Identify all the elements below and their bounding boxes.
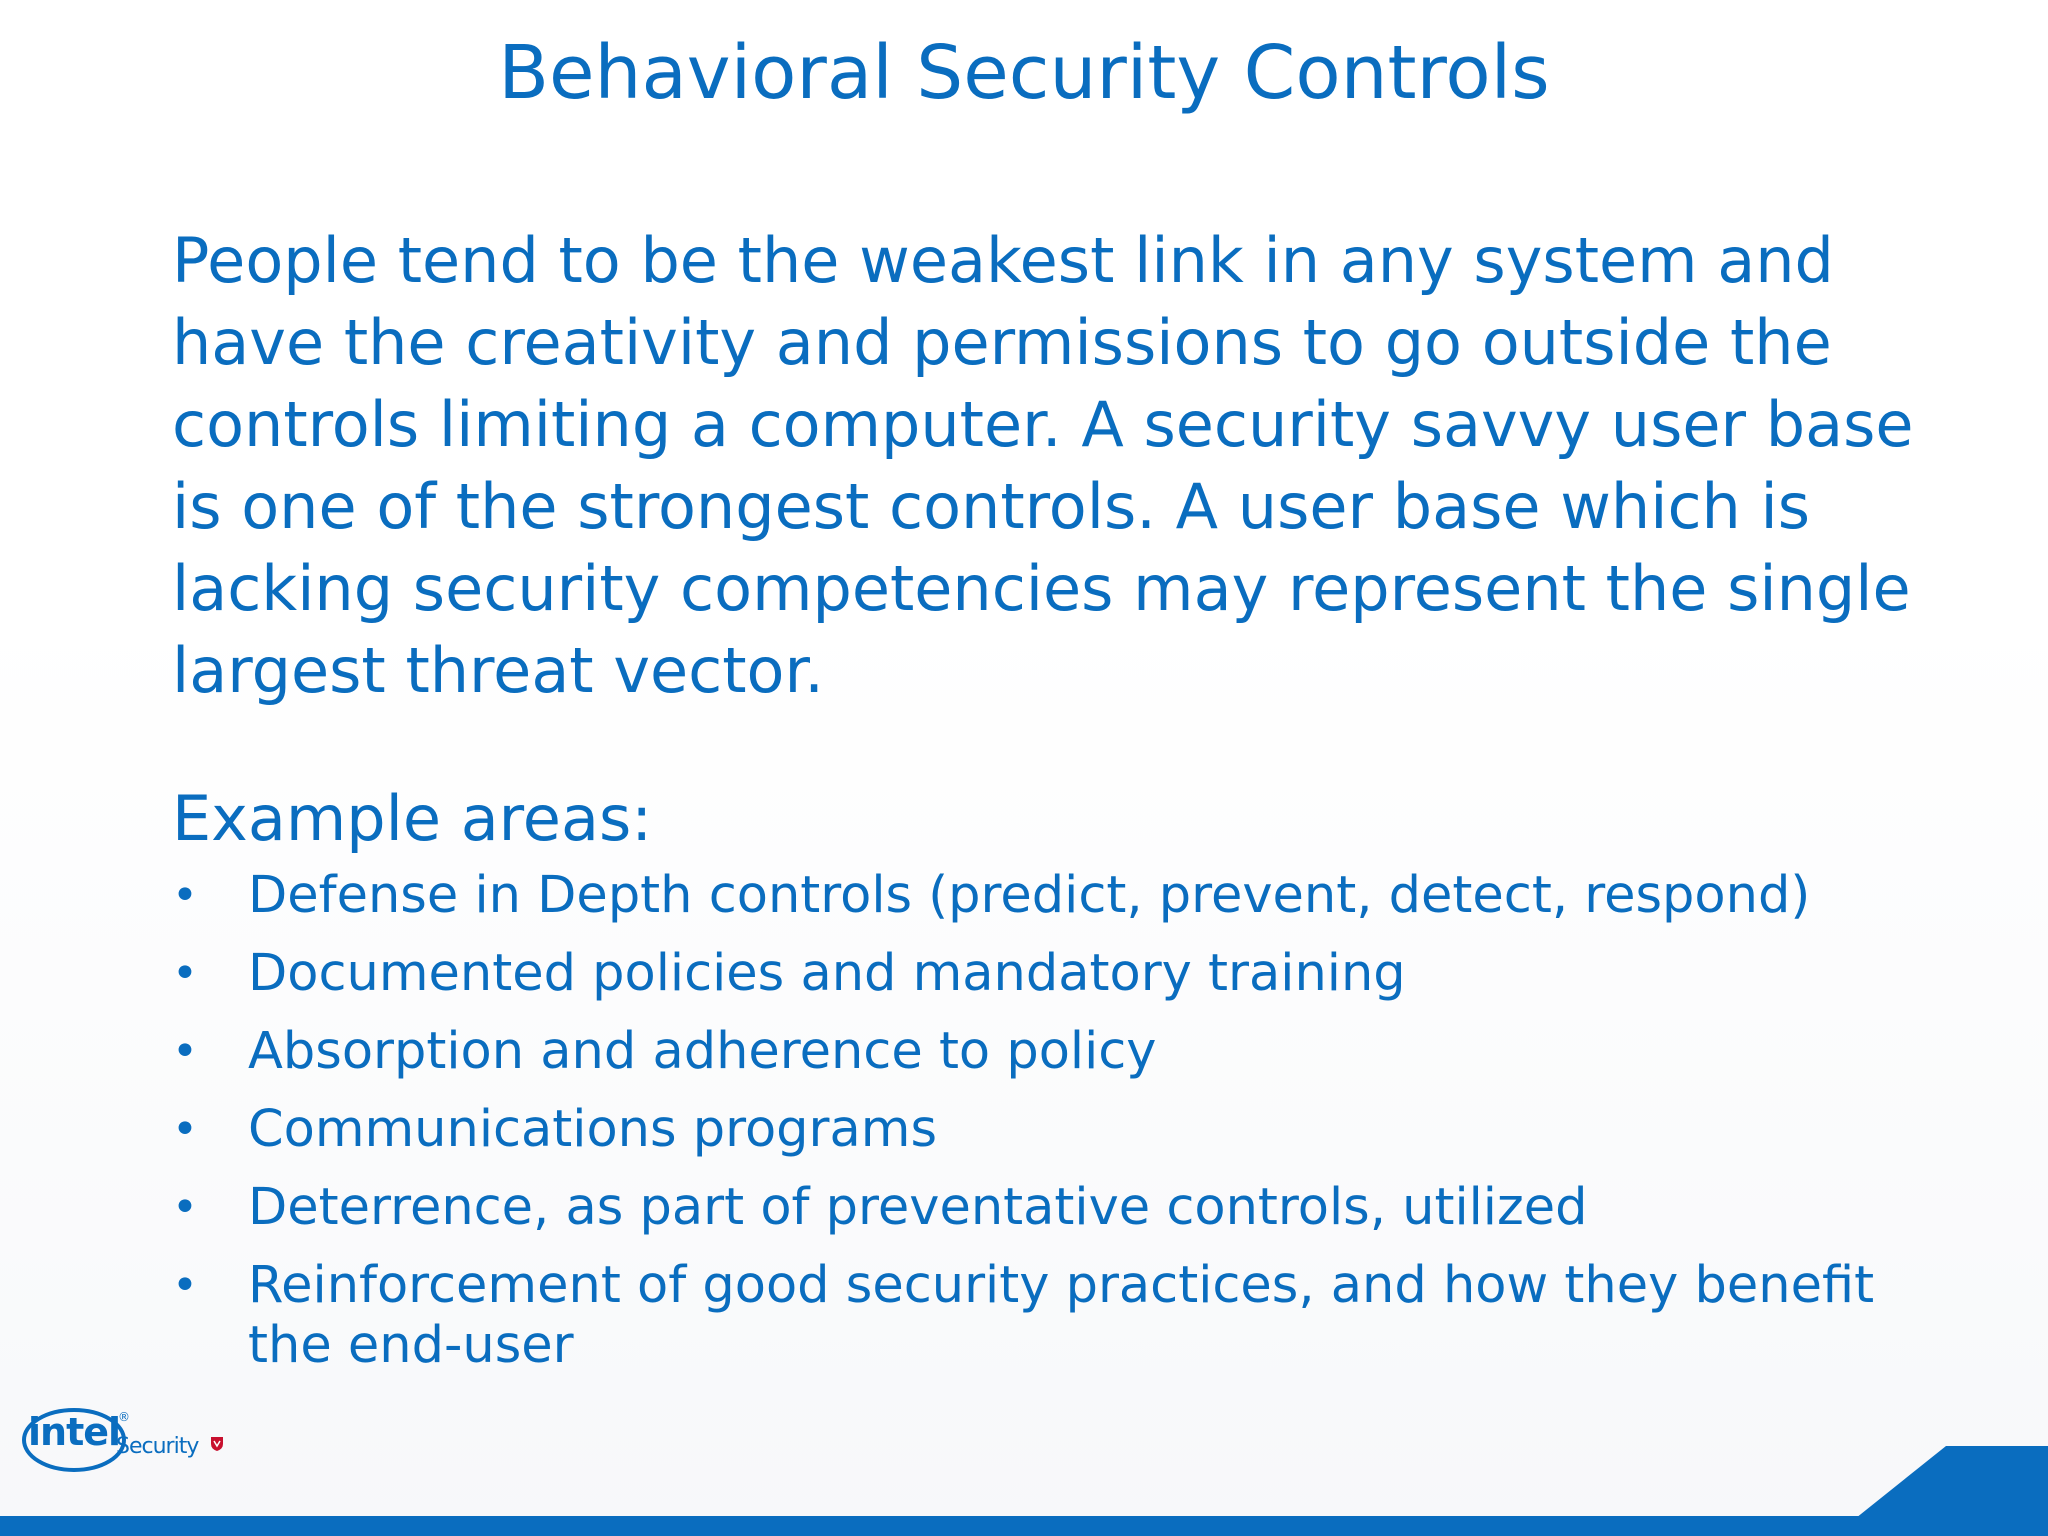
footer-bar bbox=[0, 1516, 2048, 1536]
list-item-text: Defense in Depth controls (predict, prevent, detect, respond) bbox=[248, 866, 1811, 925]
bullet-icon: • bbox=[172, 1182, 198, 1233]
list-item bbox=[172, 866, 1932, 926]
bullet-icon: • bbox=[172, 1026, 198, 1077]
bullet-icon: • bbox=[172, 1260, 198, 1311]
list-item-text: Communications programs bbox=[248, 1100, 938, 1159]
intro-paragraph: People tend to be the weakest link in any system and have the creativity and permissions to go outside the controls limiting a computer. A security savvy user base is one of the strongest controls. A user base which is lacking security competencies may represent the single largest threat vector. bbox=[172, 224, 1914, 707]
list-item bbox=[172, 1022, 1932, 1082]
list-item-text: Documented policies and mandatory training bbox=[248, 944, 1406, 1003]
logo-registered-mark: ® bbox=[118, 1410, 130, 1424]
list-item-text: Absorption and adherence to policy bbox=[248, 1022, 1157, 1081]
bullet-icon: • bbox=[172, 948, 198, 999]
bullet-icon: • bbox=[172, 870, 198, 921]
list-item bbox=[172, 1256, 1932, 1376]
examples-heading: Example areas: bbox=[172, 782, 653, 855]
footer-band bbox=[0, 1426, 2048, 1536]
list-item bbox=[172, 1100, 1932, 1160]
logo-brand-text: intel bbox=[28, 1410, 121, 1454]
logo-product-text: Security bbox=[116, 1434, 199, 1459]
example-areas-list bbox=[172, 866, 1932, 1394]
bullet-icon: • bbox=[172, 1104, 198, 1155]
slide-title: Behavioral Security Controls bbox=[498, 30, 1550, 116]
list-item bbox=[172, 1178, 1932, 1238]
list-item-text: Reinforcement of good security practices, and how they benefit the end-user bbox=[248, 1256, 1875, 1375]
list-item-text: Deterrence, as part of preventative controls, utilized bbox=[248, 1178, 1588, 1237]
list-item bbox=[172, 944, 1932, 1004]
